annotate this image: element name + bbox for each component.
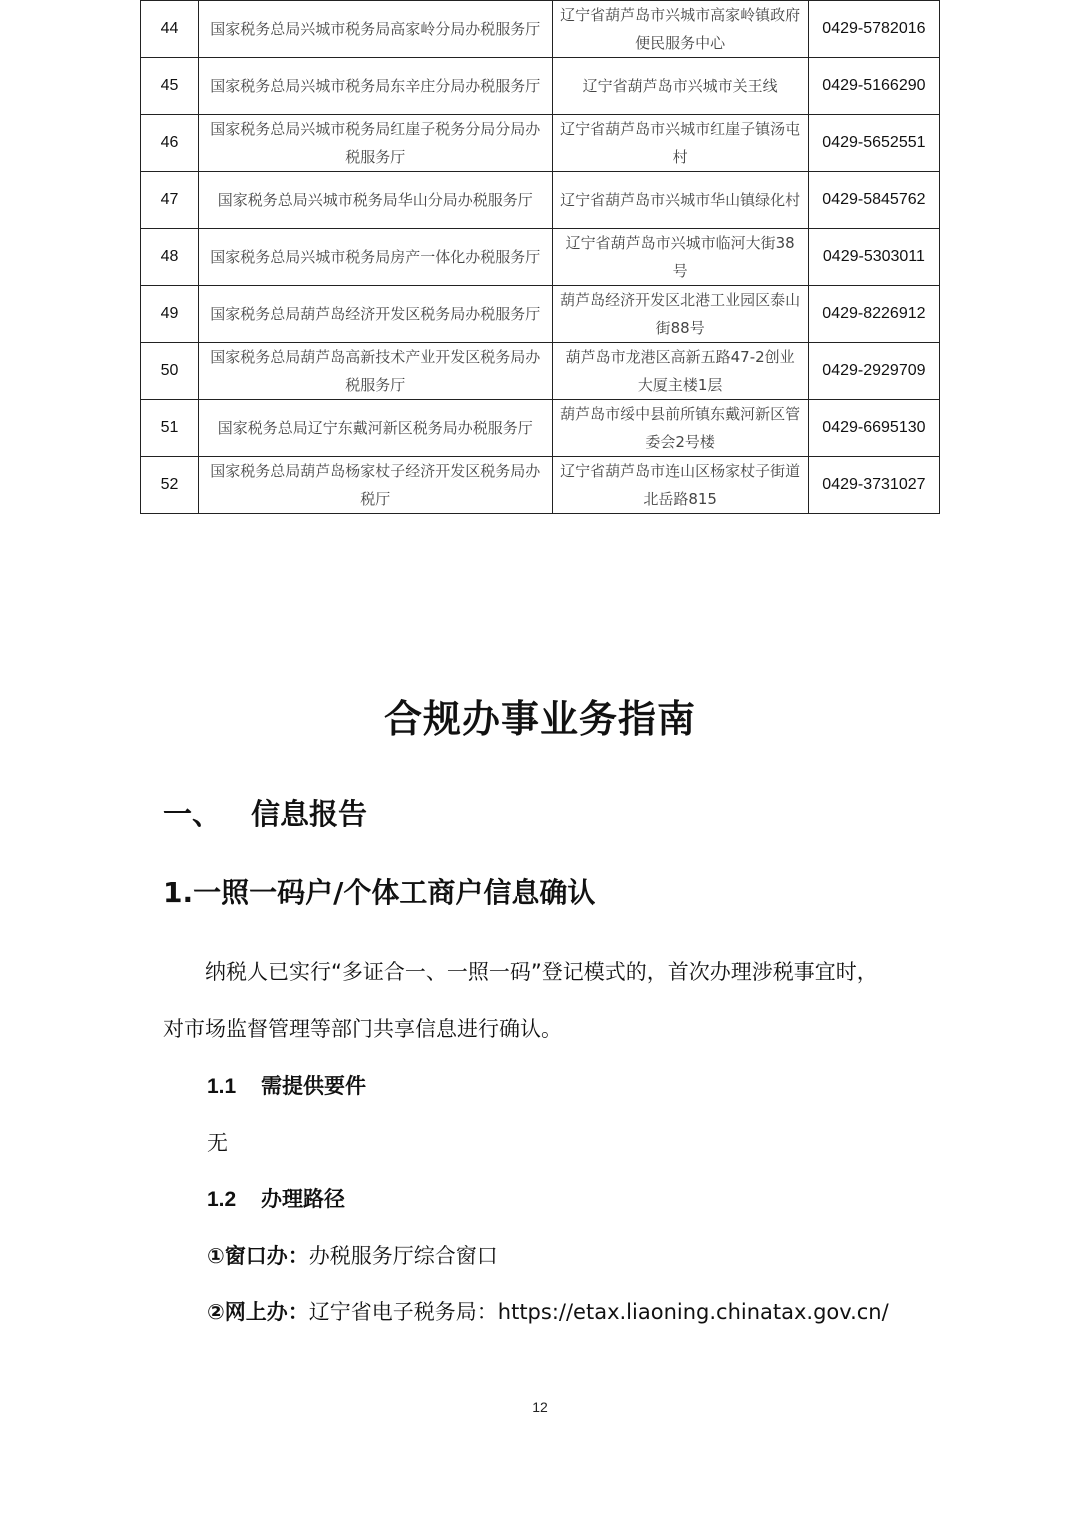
office-address-cell: 葫芦岛经济开发区北港工业园区泰山街88号 xyxy=(552,286,808,343)
online-route-text: 辽宁省电子税务局： xyxy=(308,1300,498,1324)
tax-office-table xyxy=(140,0,940,514)
section-title: 信息报告 xyxy=(251,797,368,831)
row-number-cell: 52 xyxy=(141,457,199,514)
office-phone-cell: 0429-5845762 xyxy=(808,172,939,229)
tax-office-table-body xyxy=(141,1,940,514)
window-route-label: ①窗口办： xyxy=(207,1244,309,1268)
subsection-heading: 1.一照一码户/个体工商户信息确认 xyxy=(163,876,596,909)
office-address-cell: 辽宁省葫芦岛市兴城市临河大街38号 xyxy=(552,229,808,286)
window-route-text: 办税服务厅综合窗口 xyxy=(308,1244,498,1268)
row-number-cell: 48 xyxy=(141,229,199,286)
window-route-line xyxy=(207,1240,498,1270)
office-name-cell: 国家税务总局兴城市税务局房产一体化办税服务厅 xyxy=(199,229,552,286)
table-row xyxy=(141,400,940,457)
table-row xyxy=(141,115,940,172)
office-address-cell: 葫芦岛市绥中县前所镇东戴河新区管委会2号楼 xyxy=(552,400,808,457)
office-phone-cell: 0429-5303011 xyxy=(808,229,939,286)
intro-paragraph-line-1: 纳税人已实行“多证合一、一照一码”登记模式的，首次办理涉税事宜时， xyxy=(205,960,878,984)
requirements-number: 1.1 xyxy=(207,1075,237,1098)
online-route-line xyxy=(207,1296,889,1326)
row-number-cell: 44 xyxy=(141,1,199,58)
office-name-cell: 国家税务总局兴城市税务局高家岭分局办税服务厅 xyxy=(199,1,552,58)
intro-paragraph-line-2: 对市场监督管理等部门共享信息进行确认。 xyxy=(163,1017,562,1041)
requirements-heading xyxy=(207,1070,366,1100)
etax-url-link[interactable]: https://etax.liaoning.chinatax.gov.cn/ xyxy=(497,1300,889,1324)
office-phone-cell: 0429-3731027 xyxy=(808,457,939,514)
table-row xyxy=(141,58,940,115)
office-address-cell: 辽宁省葫芦岛市兴城市关王线 xyxy=(552,58,808,115)
table-row xyxy=(141,457,940,514)
row-number-cell: 51 xyxy=(141,400,199,457)
office-phone-cell: 0429-8226912 xyxy=(808,286,939,343)
office-name-cell: 国家税务总局葫芦岛杨家杖子经济开发区税务局办税厅 xyxy=(199,457,552,514)
office-phone-cell: 0429-5652551 xyxy=(808,115,939,172)
section-number: 一、 xyxy=(163,797,222,831)
office-name-cell: 国家税务总局辽宁东戴河新区税务局办税服务厅 xyxy=(199,400,552,457)
route-number: 1.2 xyxy=(207,1188,237,1211)
online-route-label: ②网上办： xyxy=(207,1300,309,1324)
office-address-cell: 辽宁省葫芦岛市连山区杨家杖子街道北岳路815 xyxy=(552,457,808,514)
office-address-cell: 辽宁省葫芦岛市兴城市华山镇绿化村 xyxy=(552,172,808,229)
page-number: 12 xyxy=(532,1399,548,1415)
route-title: 办理路径 xyxy=(261,1187,345,1211)
table-row xyxy=(141,1,940,58)
office-phone-cell: 0429-6695130 xyxy=(808,400,939,457)
table-row xyxy=(141,286,940,343)
office-address-cell: 葫芦岛市龙港区高新五路47-2创业大厦主楼1层 xyxy=(552,343,808,400)
office-name-cell: 国家税务总局兴城市税务局华山分局办税服务厅 xyxy=(199,172,552,229)
row-number-cell: 47 xyxy=(141,172,199,229)
section-heading xyxy=(163,792,367,833)
row-number-cell: 49 xyxy=(141,286,199,343)
office-phone-cell: 0429-2929709 xyxy=(808,343,939,400)
requirements-content: 无 xyxy=(207,1131,228,1155)
office-name-cell: 国家税务总局兴城市税务局红崖子税务分局分局办税服务厅 xyxy=(199,115,552,172)
table-row xyxy=(141,343,940,400)
office-address-cell: 辽宁省葫芦岛市兴城市高家岭镇政府便民服务中心 xyxy=(552,1,808,58)
office-phone-cell: 0429-5166290 xyxy=(808,58,939,115)
office-name-cell: 国家税务总局葫芦岛经济开发区税务局办税服务厅 xyxy=(199,286,552,343)
office-phone-cell: 0429-5782016 xyxy=(808,1,939,58)
table-row xyxy=(141,172,940,229)
office-name-cell: 国家税务总局葫芦岛高新技术产业开发区税务局办税服务厅 xyxy=(199,343,552,400)
row-number-cell: 46 xyxy=(141,115,199,172)
office-address-cell: 辽宁省葫芦岛市兴城市红崖子镇汤屯村 xyxy=(552,115,808,172)
row-number-cell: 50 xyxy=(141,343,199,400)
row-number-cell: 45 xyxy=(141,58,199,115)
requirements-title: 需提供要件 xyxy=(261,1074,366,1098)
table-row xyxy=(141,229,940,286)
office-name-cell: 国家税务总局兴城市税务局东辛庄分局办税服务厅 xyxy=(199,58,552,115)
route-heading xyxy=(207,1183,345,1213)
document-title: 合规办事业务指南 xyxy=(383,697,696,741)
